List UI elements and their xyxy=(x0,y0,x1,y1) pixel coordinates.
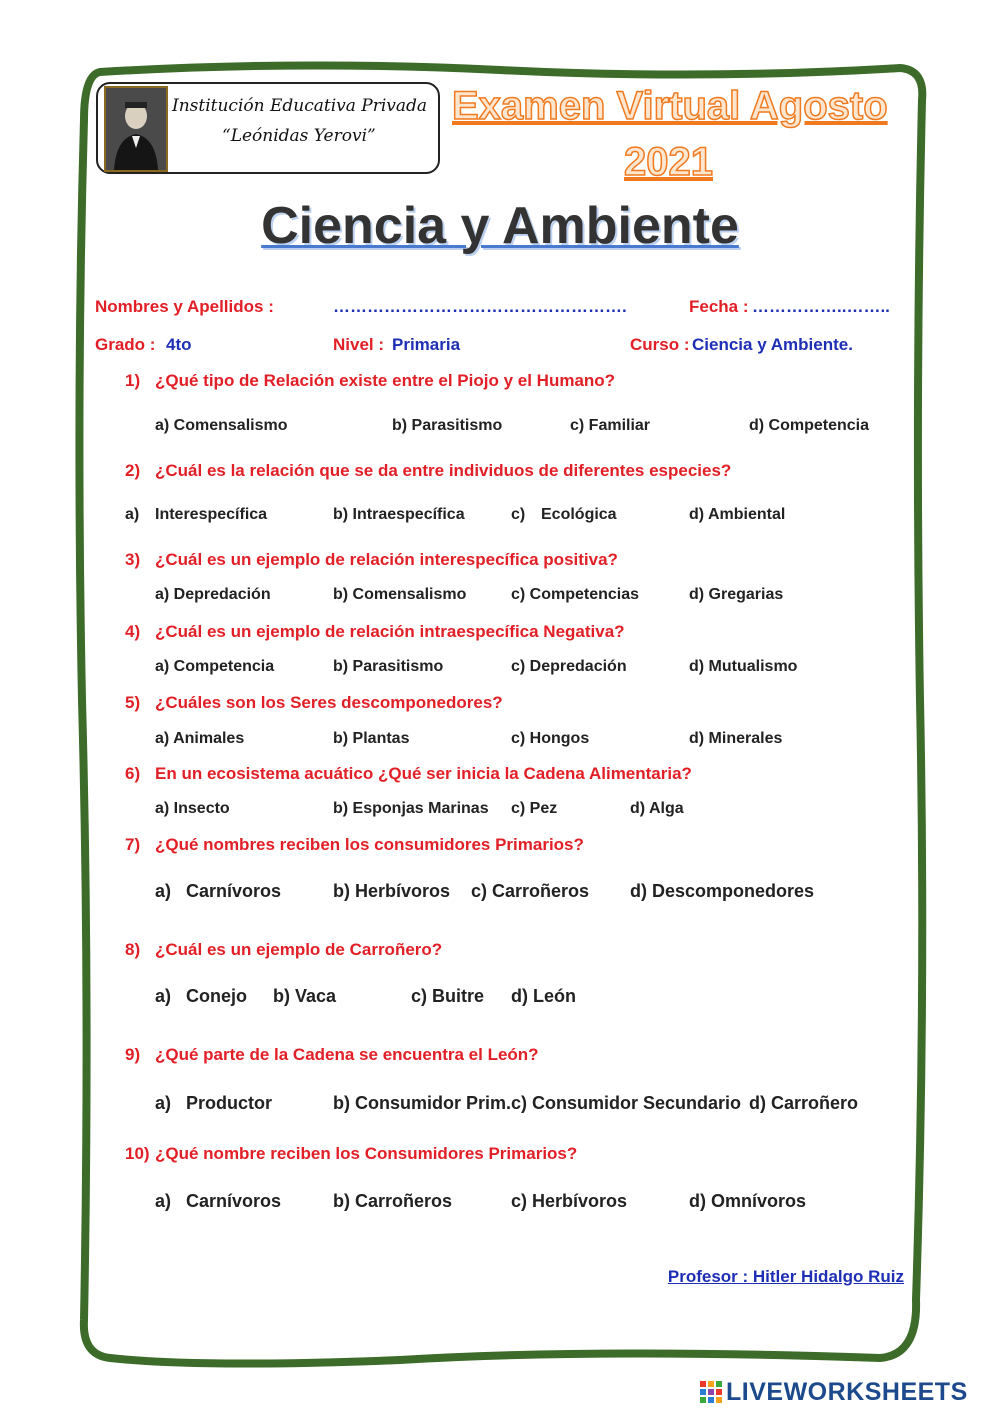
question-2-option-c-letter[interactable]: c) xyxy=(511,506,526,523)
question-3-option-c[interactable]: c) Competencias xyxy=(511,586,640,603)
question-5-option-b[interactable]: b) Plantas xyxy=(333,730,410,747)
question-7-option-c[interactable]: c) Carroñeros xyxy=(471,881,590,901)
question-7-option-d[interactable]: d) Descomponedores xyxy=(630,881,815,901)
date-field[interactable]: ……………..…….. xyxy=(752,297,890,316)
question-4-option-a[interactable]: a) Competencia xyxy=(155,658,275,675)
institution-subname: “Leónidas Yerovi” xyxy=(222,126,376,146)
question-1-option-d[interactable]: d) Competencia xyxy=(749,417,870,434)
question-2-option-b[interactable]: b) Intraespecífica xyxy=(333,506,465,523)
question-8-option-d[interactable]: d) León xyxy=(511,986,576,1006)
question-6-option-b[interactable]: b) Esponjas Marinas xyxy=(333,800,489,817)
question-10-option-a[interactable]: Carnívoros xyxy=(186,1191,282,1211)
question-3-number: 3) xyxy=(125,550,141,569)
question-7-option-a[interactable]: Carnívoros xyxy=(186,881,282,901)
subject-title: Ciencia y Ambiente xyxy=(261,197,739,255)
question-4-number: 4) xyxy=(125,622,141,641)
question-10-number: 10) xyxy=(125,1144,150,1163)
institution-name: Institución Educativa Privada xyxy=(172,96,428,116)
course-value: Ciencia y Ambiente. xyxy=(692,335,853,354)
question-10-option-a-letter[interactable]: a) xyxy=(155,1191,172,1211)
question-5-option-a[interactable]: a) Animales xyxy=(155,730,245,747)
founder-portrait xyxy=(104,86,168,172)
name-field[interactable]: ……………………………………………. xyxy=(333,297,627,316)
question-1-number: 1) xyxy=(125,371,141,390)
question-10-option-c[interactable]: c) Herbívoros xyxy=(511,1191,628,1211)
question-1-text: ¿Qué tipo de Relación existe entre el Piojo y el Humano? xyxy=(155,371,616,390)
question-5-text: ¿Cuáles son los Seres descomponedores? xyxy=(155,693,503,712)
question-1-option-b[interactable]: b) Parasitismo xyxy=(392,417,503,434)
level-value: Primaria xyxy=(392,335,461,354)
question-8-text: ¿Cuál es un ejemplo de Carroñero? xyxy=(155,940,443,959)
level-label: Nivel : xyxy=(333,335,385,354)
date-label: Fecha : xyxy=(689,297,749,316)
question-4-text: ¿Cuál es un ejemplo de relación intraespecífica Negativa? xyxy=(155,622,625,641)
grade-label: Grado : xyxy=(95,335,156,354)
question-2-text: ¿Cuál es la relación que se da entre individuos de diferentes especies? xyxy=(155,461,732,480)
exam-year: 2021 xyxy=(624,140,713,184)
question-9-option-a-letter[interactable]: a) xyxy=(155,1093,172,1113)
grade-value: 4to xyxy=(166,335,192,354)
question-8-number: 8) xyxy=(125,940,141,959)
question-7-number: 7) xyxy=(125,835,141,854)
question-7-option-a-letter[interactable]: a) xyxy=(155,881,172,901)
liveworksheets-logo-icon xyxy=(700,1381,722,1403)
question-4-option-b[interactable]: b) Parasitismo xyxy=(333,658,444,675)
question-9-number: 9) xyxy=(125,1045,141,1064)
question-8-option-a[interactable]: Conejo xyxy=(186,986,247,1006)
question-5-option-d[interactable]: d) Minerales xyxy=(689,730,783,747)
question-3-option-b[interactable]: b) Comensalismo xyxy=(333,586,467,603)
question-3-option-d[interactable]: d) Gregarias xyxy=(689,586,784,603)
question-8-option-a-letter[interactable]: a) xyxy=(155,986,172,1006)
question-1-option-a[interactable]: a) Comensalismo xyxy=(155,417,288,434)
question-9-option-c[interactable]: c) Consumidor Secundario xyxy=(511,1093,742,1113)
question-6-option-a[interactable]: a) Insecto xyxy=(155,800,230,817)
question-5-number: 5) xyxy=(125,693,141,712)
question-2-number: 2) xyxy=(125,461,141,480)
question-2-option-a[interactable]: Interespecífica xyxy=(155,506,268,523)
question-8-option-b[interactable]: b) Vaca xyxy=(273,986,337,1006)
question-10-option-b[interactable]: b) Carroñeros xyxy=(333,1191,453,1211)
question-6-number: 6) xyxy=(125,764,141,783)
question-10-text: ¿Qué nombre reciben los Consumidores Primarios? xyxy=(155,1144,578,1163)
question-2-option-d[interactable]: d) Ambiental xyxy=(689,506,786,523)
question-3-text: ¿Cuál es un ejemplo de relación interespecífica positiva? xyxy=(155,550,618,569)
question-9-option-a[interactable]: Productor xyxy=(186,1093,273,1113)
question-6-option-c[interactable]: c) Pez xyxy=(511,800,558,817)
question-8-option-c[interactable]: c) Buitre xyxy=(411,986,485,1006)
question-2-option-a-letter[interactable]: a) xyxy=(125,506,140,523)
course-label: Curso : xyxy=(630,335,690,354)
question-10-option-d[interactable]: d) Omnívoros xyxy=(689,1191,807,1211)
question-3-option-a[interactable]: a) Depredación xyxy=(155,586,271,603)
question-2-option-c[interactable]: Ecológica xyxy=(541,506,617,523)
question-9-option-b[interactable]: b) Consumidor Prim. xyxy=(333,1093,512,1113)
question-6-option-d[interactable]: d) Alga xyxy=(630,800,684,817)
question-6-text: En un ecosistema acuático ¿Qué ser inicia la Cadena Alimentaria? xyxy=(155,764,692,783)
exam-title: Examen Virtual Agosto xyxy=(452,84,888,128)
question-7-option-b[interactable]: b) Herbívoros xyxy=(333,881,451,901)
liveworksheets-watermark: LIVEWORKSHEETS xyxy=(726,1378,968,1406)
question-7-text: ¿Qué nombres reciben los consumidores Primarios? xyxy=(155,835,584,854)
question-4-option-d[interactable]: d) Mutualismo xyxy=(689,658,798,675)
name-label: Nombres y Apellidos : xyxy=(95,297,274,316)
question-1-option-c[interactable]: c) Familiar xyxy=(570,417,651,434)
question-5-option-c[interactable]: c) Hongos xyxy=(511,730,590,747)
question-4-option-c[interactable]: c) Depredación xyxy=(511,658,627,675)
question-9-option-d[interactable]: d) Carroñero xyxy=(749,1093,859,1113)
professor-name: Profesor : Hitler Hidalgo Ruiz xyxy=(667,1267,904,1286)
question-9-text: ¿Qué parte de la Cadena se encuentra el León? xyxy=(155,1045,539,1064)
